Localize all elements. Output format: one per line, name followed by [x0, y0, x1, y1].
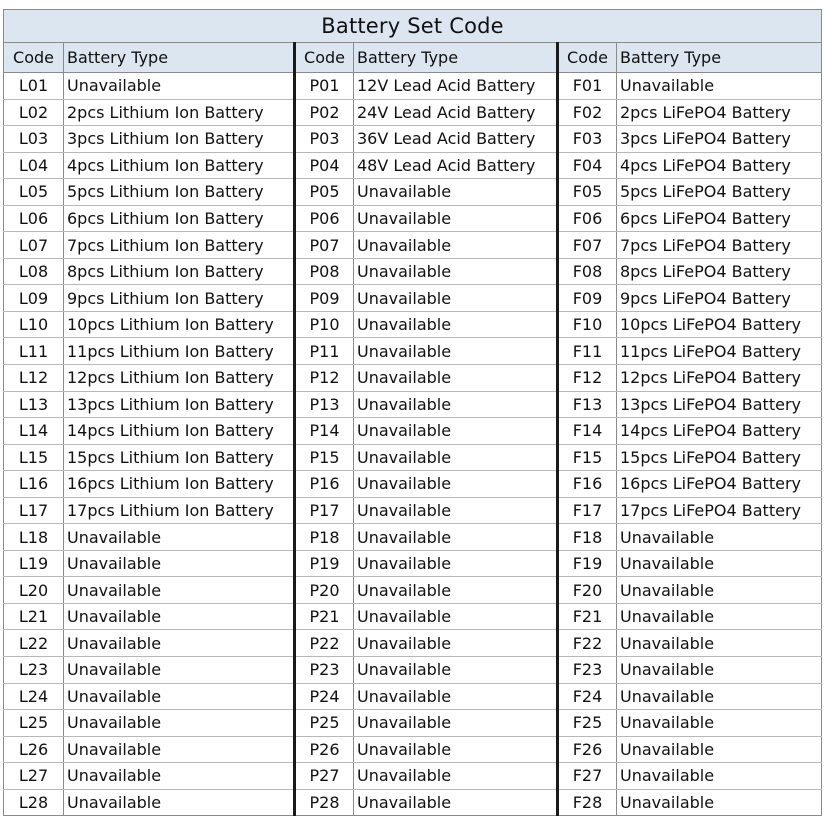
code-cell-lithium: L22: [4, 630, 64, 657]
table-row: [4, 577, 822, 604]
battery-type-cell-lithium: Unavailable: [64, 657, 295, 684]
code-cell-lithium: L04: [4, 152, 64, 179]
battery-type-cell-lead-acid: Unavailable: [354, 391, 558, 418]
battery-type-cell-lead-acid: Unavailable: [354, 683, 558, 710]
battery-type-cell-lithium: 12pcs Lithium Ion Battery: [64, 365, 295, 392]
battery-type-cell-lead-acid: Unavailable: [354, 524, 558, 551]
table-row: [4, 736, 822, 763]
battery-type-cell-lead-acid: Unavailable: [354, 736, 558, 763]
battery-type-cell-lithium: Unavailable: [64, 710, 295, 737]
battery-type-cell-lead-acid: 12V Lead Acid Battery: [354, 73, 558, 100]
battery-type-cell-lifepo4: 4pcs LiFePO4 Battery: [617, 152, 822, 179]
code-cell-lead-acid: P08: [295, 258, 354, 285]
header-code-lithium: Code: [4, 43, 64, 73]
battery-type-cell-lifepo4: Unavailable: [617, 710, 822, 737]
code-cell-lead-acid: P19: [295, 550, 354, 577]
battery-type-cell-lithium: Unavailable: [64, 550, 295, 577]
table-title: Battery Set Code: [4, 10, 822, 43]
code-cell-lifepo4: F06: [558, 205, 617, 232]
code-cell-lifepo4: F09: [558, 285, 617, 312]
code-cell-lifepo4: F18: [558, 524, 617, 551]
code-cell-lifepo4: F08: [558, 258, 617, 285]
code-cell-lithium: L07: [4, 232, 64, 259]
code-cell-lifepo4: F22: [558, 630, 617, 657]
code-cell-lifepo4: F26: [558, 736, 617, 763]
battery-type-cell-lifepo4: 17pcs LiFePO4 Battery: [617, 497, 822, 524]
code-cell-lead-acid: P10: [295, 311, 354, 338]
code-cell-lithium: L24: [4, 683, 64, 710]
battery-type-cell-lithium: 16pcs Lithium Ion Battery: [64, 471, 295, 498]
battery-type-cell-lead-acid: Unavailable: [354, 630, 558, 657]
battery-type-cell-lifepo4: 5pcs LiFePO4 Battery: [617, 179, 822, 206]
code-cell-lifepo4: F19: [558, 550, 617, 577]
battery-type-cell-lead-acid: Unavailable: [354, 418, 558, 445]
battery-type-cell-lithium: 2pcs Lithium Ion Battery: [64, 99, 295, 126]
table-row: [4, 338, 822, 365]
table-row: [4, 657, 822, 684]
code-cell-lead-acid: P09: [295, 285, 354, 312]
battery-type-cell-lifepo4: 10pcs LiFePO4 Battery: [617, 311, 822, 338]
battery-type-cell-lead-acid: Unavailable: [354, 365, 558, 392]
battery-type-cell-lithium: 6pcs Lithium Ion Battery: [64, 205, 295, 232]
table-row: [4, 285, 822, 312]
code-cell-lead-acid: P13: [295, 391, 354, 418]
code-cell-lead-acid: P16: [295, 471, 354, 498]
code-cell-lithium: L27: [4, 763, 64, 790]
battery-type-cell-lifepo4: 8pcs LiFePO4 Battery: [617, 258, 822, 285]
code-cell-lead-acid: P21: [295, 603, 354, 630]
code-cell-lithium: L02: [4, 99, 64, 126]
code-cell-lithium: L20: [4, 577, 64, 604]
code-cell-lead-acid: P17: [295, 497, 354, 524]
battery-type-cell-lifepo4: Unavailable: [617, 603, 822, 630]
code-cell-lithium: L14: [4, 418, 64, 445]
table-row: [4, 630, 822, 657]
table-row: [4, 418, 822, 445]
battery-set-code-table: [3, 9, 821, 816]
code-cell-lithium: L19: [4, 550, 64, 577]
code-cell-lifepo4: F10: [558, 311, 617, 338]
battery-type-cell-lead-acid: 36V Lead Acid Battery: [354, 126, 558, 153]
code-cell-lifepo4: F11: [558, 338, 617, 365]
code-cell-lead-acid: P11: [295, 338, 354, 365]
battery-type-cell-lithium: Unavailable: [64, 524, 295, 551]
table-row: [4, 789, 822, 816]
battery-type-cell-lithium: Unavailable: [64, 577, 295, 604]
code-cell-lead-acid: P25: [295, 710, 354, 737]
code-cell-lifepo4: F28: [558, 789, 617, 816]
battery-type-cell-lithium: Unavailable: [64, 789, 295, 816]
battery-type-cell-lithium: 13pcs Lithium Ion Battery: [64, 391, 295, 418]
code-cell-lifepo4: F24: [558, 683, 617, 710]
code-cell-lifepo4: F17: [558, 497, 617, 524]
code-cell-lithium: L21: [4, 603, 64, 630]
battery-type-cell-lithium: Unavailable: [64, 683, 295, 710]
table-row: [4, 710, 822, 737]
battery-type-cell-lead-acid: Unavailable: [354, 710, 558, 737]
code-cell-lifepo4: F13: [558, 391, 617, 418]
table-row: [4, 603, 822, 630]
battery-code-grid: [3, 9, 822, 816]
code-cell-lead-acid: P01: [295, 73, 354, 100]
battery-type-cell-lead-acid: Unavailable: [354, 789, 558, 816]
table-row: [4, 311, 822, 338]
code-cell-lithium: L12: [4, 365, 64, 392]
header-type-lifepo4: Battery Type: [617, 43, 822, 73]
code-cell-lithium: L25: [4, 710, 64, 737]
code-cell-lithium: L28: [4, 789, 64, 816]
code-cell-lithium: L23: [4, 657, 64, 684]
header-code-lifepo4: Code: [558, 43, 617, 73]
battery-type-cell-lead-acid: Unavailable: [354, 258, 558, 285]
code-cell-lead-acid: P27: [295, 763, 354, 790]
code-cell-lithium: L13: [4, 391, 64, 418]
code-cell-lead-acid: P05: [295, 179, 354, 206]
battery-type-cell-lithium: Unavailable: [64, 736, 295, 763]
code-cell-lithium: L18: [4, 524, 64, 551]
battery-type-cell-lifepo4: 14pcs LiFePO4 Battery: [617, 418, 822, 445]
table-row: [4, 73, 822, 100]
battery-type-cell-lead-acid: Unavailable: [354, 657, 558, 684]
table-row: [4, 524, 822, 551]
code-cell-lead-acid: P03: [295, 126, 354, 153]
table-row: [4, 258, 822, 285]
code-cell-lifepo4: F25: [558, 710, 617, 737]
code-cell-lithium: L06: [4, 205, 64, 232]
code-cell-lifepo4: F23: [558, 657, 617, 684]
code-cell-lifepo4: F07: [558, 232, 617, 259]
battery-type-cell-lead-acid: 48V Lead Acid Battery: [354, 152, 558, 179]
table-row: [4, 179, 822, 206]
code-cell-lifepo4: F16: [558, 471, 617, 498]
code-cell-lithium: L16: [4, 471, 64, 498]
battery-type-cell-lifepo4: Unavailable: [617, 763, 822, 790]
battery-type-cell-lifepo4: 7pcs LiFePO4 Battery: [617, 232, 822, 259]
code-cell-lead-acid: P26: [295, 736, 354, 763]
battery-type-cell-lead-acid: Unavailable: [354, 550, 558, 577]
code-cell-lifepo4: F21: [558, 603, 617, 630]
battery-type-cell-lifepo4: 9pcs LiFePO4 Battery: [617, 285, 822, 312]
table-row: [4, 391, 822, 418]
code-cell-lithium: L08: [4, 258, 64, 285]
battery-type-cell-lithium: 14pcs Lithium Ion Battery: [64, 418, 295, 445]
table-row: [4, 126, 822, 153]
battery-type-cell-lithium: Unavailable: [64, 630, 295, 657]
battery-type-cell-lead-acid: Unavailable: [354, 311, 558, 338]
battery-type-cell-lifepo4: 12pcs LiFePO4 Battery: [617, 365, 822, 392]
battery-type-cell-lifepo4: Unavailable: [617, 657, 822, 684]
battery-type-cell-lithium: 7pcs Lithium Ion Battery: [64, 232, 295, 259]
table-row: [4, 550, 822, 577]
code-cell-lithium: L17: [4, 497, 64, 524]
header-type-lithium: Battery Type: [64, 43, 295, 73]
code-cell-lifepo4: F04: [558, 152, 617, 179]
battery-type-cell-lifepo4: Unavailable: [617, 630, 822, 657]
battery-type-cell-lead-acid: 24V Lead Acid Battery: [354, 99, 558, 126]
table-row: [4, 365, 822, 392]
battery-type-cell-lithium: Unavailable: [64, 73, 295, 100]
battery-type-cell-lithium: 17pcs Lithium Ion Battery: [64, 497, 295, 524]
battery-type-cell-lifepo4: 6pcs LiFePO4 Battery: [617, 205, 822, 232]
code-cell-lead-acid: P07: [295, 232, 354, 259]
code-cell-lead-acid: P06: [295, 205, 354, 232]
code-cell-lifepo4: F27: [558, 763, 617, 790]
table-row: [4, 763, 822, 790]
code-cell-lifepo4: F01: [558, 73, 617, 100]
code-cell-lithium: L26: [4, 736, 64, 763]
table-row: [4, 683, 822, 710]
battery-type-cell-lifepo4: Unavailable: [617, 550, 822, 577]
battery-type-cell-lithium: 4pcs Lithium Ion Battery: [64, 152, 295, 179]
battery-type-cell-lead-acid: Unavailable: [354, 232, 558, 259]
code-cell-lead-acid: P12: [295, 365, 354, 392]
code-cell-lifepo4: F14: [558, 418, 617, 445]
battery-type-cell-lifepo4: Unavailable: [617, 73, 822, 100]
battery-type-cell-lead-acid: Unavailable: [354, 179, 558, 206]
battery-type-cell-lifepo4: Unavailable: [617, 683, 822, 710]
battery-type-cell-lifepo4: Unavailable: [617, 789, 822, 816]
code-cell-lithium: L05: [4, 179, 64, 206]
code-cell-lithium: L01: [4, 73, 64, 100]
battery-type-cell-lithium: 9pcs Lithium Ion Battery: [64, 285, 295, 312]
code-cell-lead-acid: P22: [295, 630, 354, 657]
table-row: [4, 152, 822, 179]
header-code-lead-acid: Code: [295, 43, 354, 73]
battery-type-cell-lead-acid: Unavailable: [354, 338, 558, 365]
table-row: [4, 99, 822, 126]
column-header-row: [4, 43, 822, 73]
code-cell-lead-acid: P28: [295, 789, 354, 816]
code-cell-lead-acid: P15: [295, 444, 354, 471]
battery-type-cell-lead-acid: Unavailable: [354, 205, 558, 232]
battery-type-cell-lithium: 8pcs Lithium Ion Battery: [64, 258, 295, 285]
battery-type-cell-lead-acid: Unavailable: [354, 444, 558, 471]
battery-type-cell-lithium: 3pcs Lithium Ion Battery: [64, 126, 295, 153]
battery-type-cell-lifepo4: Unavailable: [617, 736, 822, 763]
table-row: [4, 205, 822, 232]
battery-type-cell-lead-acid: Unavailable: [354, 497, 558, 524]
code-cell-lithium: L15: [4, 444, 64, 471]
table-row: [4, 444, 822, 471]
code-cell-lead-acid: P23: [295, 657, 354, 684]
header-type-lead-acid: Battery Type: [354, 43, 558, 73]
battery-type-cell-lithium: Unavailable: [64, 603, 295, 630]
code-cell-lifepo4: F20: [558, 577, 617, 604]
code-cell-lithium: L11: [4, 338, 64, 365]
battery-type-cell-lifepo4: 2pcs LiFePO4 Battery: [617, 99, 822, 126]
code-cell-lead-acid: P24: [295, 683, 354, 710]
battery-type-cell-lithium: 15pcs Lithium Ion Battery: [64, 444, 295, 471]
code-cell-lead-acid: P02: [295, 99, 354, 126]
table-row: [4, 497, 822, 524]
code-cell-lead-acid: P20: [295, 577, 354, 604]
battery-type-cell-lifepo4: 13pcs LiFePO4 Battery: [617, 391, 822, 418]
battery-type-cell-lithium: Unavailable: [64, 763, 295, 790]
battery-type-cell-lifepo4: 11pcs LiFePO4 Battery: [617, 338, 822, 365]
table-row: [4, 471, 822, 498]
code-cell-lifepo4: F02: [558, 99, 617, 126]
code-cell-lead-acid: P18: [295, 524, 354, 551]
battery-type-cell-lifepo4: 16pcs LiFePO4 Battery: [617, 471, 822, 498]
code-cell-lifepo4: F03: [558, 126, 617, 153]
code-cell-lead-acid: P14: [295, 418, 354, 445]
code-cell-lead-acid: P04: [295, 152, 354, 179]
code-cell-lifepo4: F05: [558, 179, 617, 206]
code-cell-lithium: L09: [4, 285, 64, 312]
battery-type-cell-lead-acid: Unavailable: [354, 285, 558, 312]
code-cell-lithium: L10: [4, 311, 64, 338]
battery-type-cell-lead-acid: Unavailable: [354, 603, 558, 630]
battery-type-cell-lead-acid: Unavailable: [354, 763, 558, 790]
battery-type-cell-lifepo4: 15pcs LiFePO4 Battery: [617, 444, 822, 471]
battery-type-cell-lifepo4: 3pcs LiFePO4 Battery: [617, 126, 822, 153]
battery-type-cell-lifepo4: Unavailable: [617, 577, 822, 604]
battery-type-cell-lead-acid: Unavailable: [354, 471, 558, 498]
battery-type-cell-lead-acid: Unavailable: [354, 577, 558, 604]
code-cell-lifepo4: F15: [558, 444, 617, 471]
battery-type-cell-lithium: 11pcs Lithium Ion Battery: [64, 338, 295, 365]
table-body: [4, 73, 822, 816]
battery-type-cell-lithium: 10pcs Lithium Ion Battery: [64, 311, 295, 338]
battery-type-cell-lifepo4: Unavailable: [617, 524, 822, 551]
code-cell-lithium: L03: [4, 126, 64, 153]
code-cell-lifepo4: F12: [558, 365, 617, 392]
battery-type-cell-lithium: 5pcs Lithium Ion Battery: [64, 179, 295, 206]
table-row: [4, 232, 822, 259]
